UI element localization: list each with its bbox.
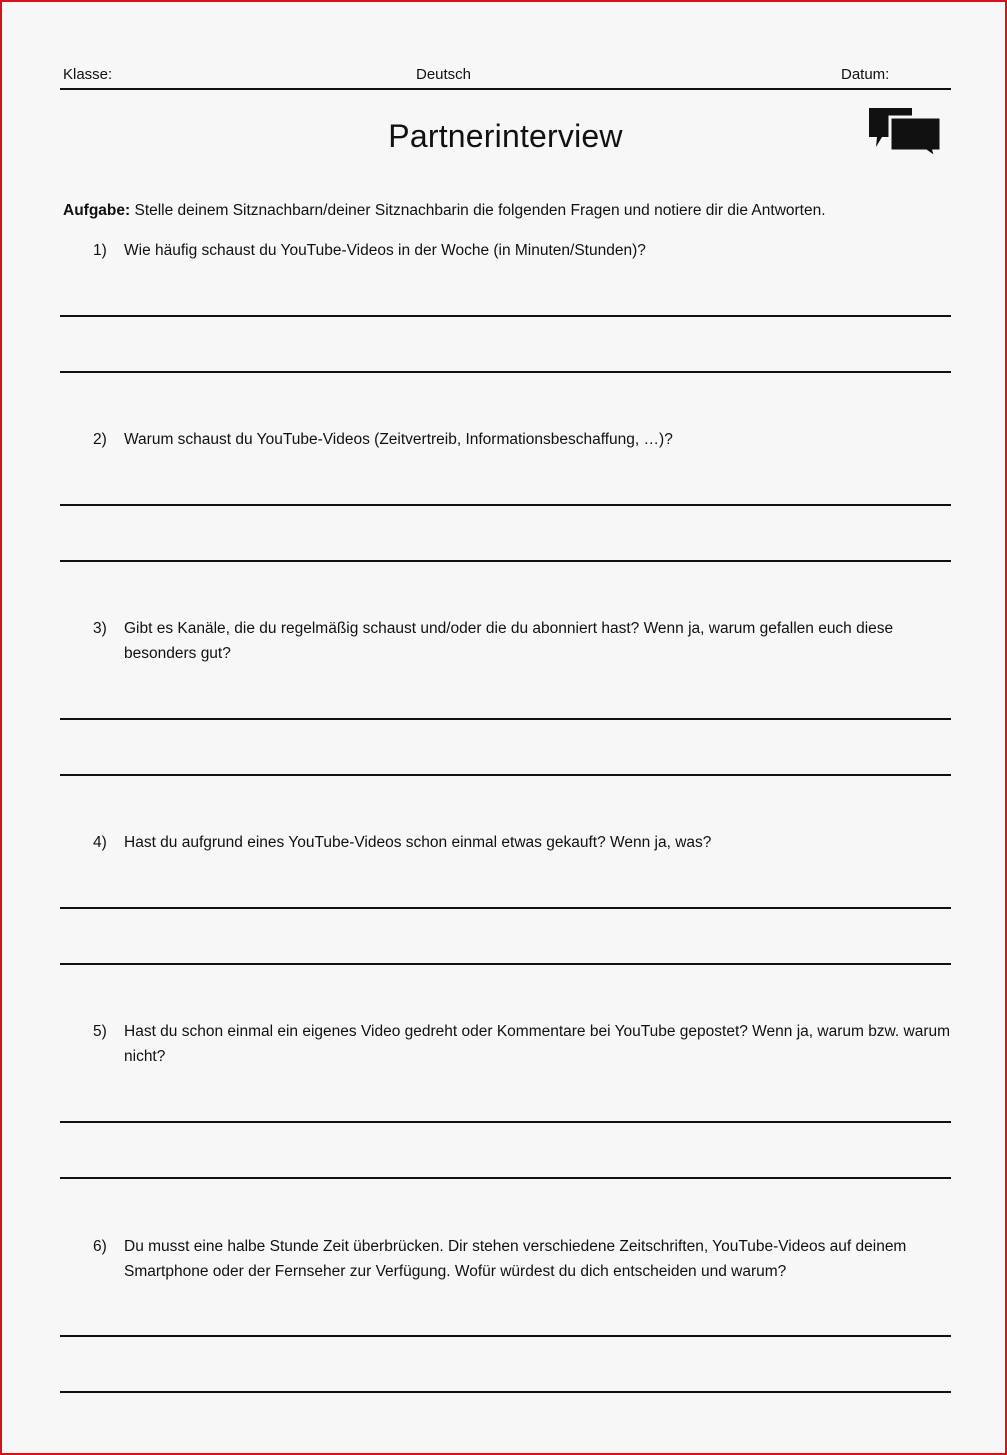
answer-line[interactable] [60, 315, 951, 317]
task-label: Aufgabe: [63, 202, 131, 219]
answer-line[interactable] [60, 907, 951, 909]
task-text: Stelle deinem Sitznachbarn/deiner Sitznachbarin die folgenden Fragen und notiere dir die Antworten. [130, 202, 826, 219]
question-number: 3) [93, 620, 107, 637]
answer-line[interactable] [60, 718, 951, 720]
question-text: Hast du schon einmal ein eigenes Video gedreht oder Kommentare bei YouTube gepostet? Wenn ja, warum bzw. warum nicht? [124, 1023, 951, 1065]
question-number: 2) [93, 431, 107, 448]
answer-line[interactable] [60, 963, 951, 965]
answer-line[interactable] [60, 371, 951, 373]
answer-line[interactable] [60, 1177, 951, 1179]
question-number: 1) [93, 242, 107, 259]
subject-label: Deutsch [416, 66, 472, 83]
date-label: Datum: [841, 66, 890, 83]
question-text: Warum schaust du YouTube-Videos (Zeitvertreib, Informationsbeschaffung, …)? [124, 431, 673, 448]
question-number: 6) [93, 1238, 107, 1255]
question-text: Du musst eine halbe Stunde Zeit überbrücken. Dir stehen verschiedene Zeitschriften, YouTube-Videos auf deinem Smartphone oder der Fernseher zur Verfügung. Wofür würdest du dich entscheiden und warum? [124, 1238, 907, 1280]
answer-line[interactable] [60, 1335, 951, 1337]
question-number: 5) [93, 1023, 107, 1040]
answer-line[interactable] [60, 1121, 951, 1123]
question-text: Hast du aufgrund eines YouTube-Videos schon einmal etwas gekauft? Wenn ja, was? [124, 834, 712, 851]
question-number: 4) [93, 834, 107, 851]
task-instruction [63, 202, 963, 220]
question-text: Wie häufig schaust du YouTube-Videos in der Woche (in Minuten/Stunden)? [124, 242, 646, 259]
header-rule [60, 88, 951, 90]
question-text: Gibt es Kanäle, die du regelmäßig schaust und/oder die du abonniert hast? Wenn ja, warum gefallen euch diese besonders gut? [124, 620, 894, 662]
answer-line[interactable] [60, 560, 951, 562]
answer-line[interactable] [60, 504, 951, 506]
class-label: Klasse: [63, 66, 113, 83]
answer-line[interactable] [60, 774, 951, 776]
page-title: Partnerinterview [388, 118, 623, 154]
answer-line[interactable] [60, 1391, 951, 1393]
speech-bubbles-icon [866, 105, 944, 161]
